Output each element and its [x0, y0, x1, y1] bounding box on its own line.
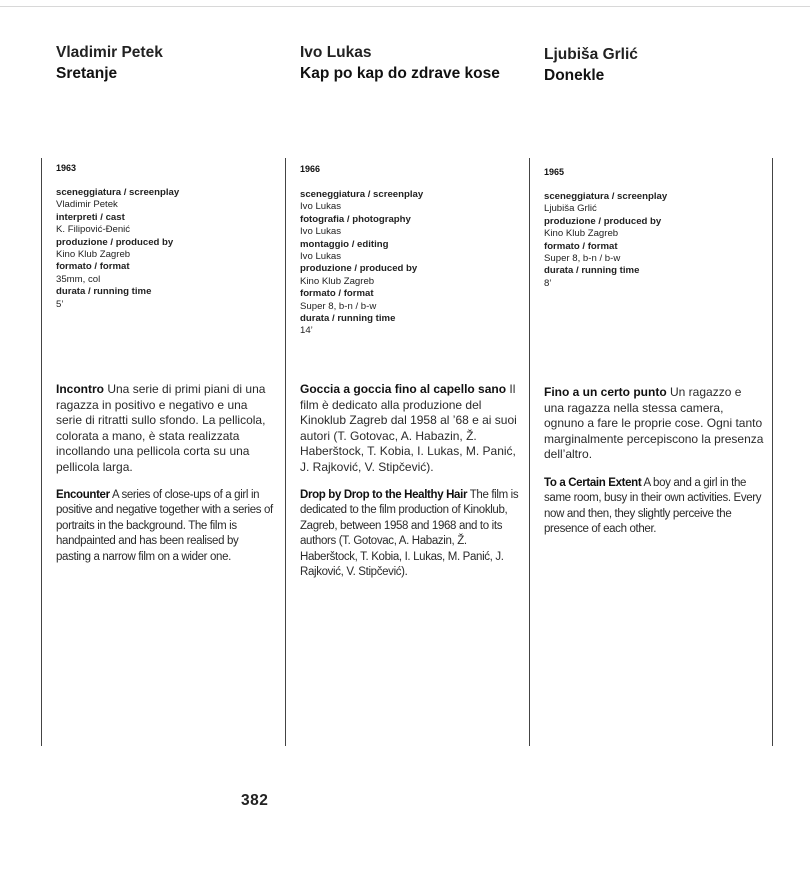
top-border [0, 6, 810, 7]
credit-label: sceneggiatura / screenplay [544, 191, 668, 202]
column-divider-4 [772, 158, 773, 746]
italian-text: Il film è dedicato alla produzione del Kinoklub Zagreb dal 1958 al ’68 e ai suoi autori (T. Gotovac, A. Habazin, Ž. Haberštock, T. Kobia, I. Lukas, M. Panić, J. Rajković, V. Stipčević). [300, 382, 517, 474]
film-title: Kap po kap do zdrave kose [300, 65, 500, 82]
credit-value: K. Filipović-Đenić [56, 224, 131, 236]
film-credits [300, 189, 423, 338]
film-author: Ivo Lukas [300, 44, 372, 61]
film-title: Sretanje [56, 65, 118, 82]
film-credits [56, 187, 179, 311]
column-divider-1 [41, 158, 42, 746]
credit-label: formato / format [544, 240, 618, 252]
film-year: 1965 [544, 167, 565, 177]
film-author: Vladimir Petek [56, 44, 163, 61]
credit-label: durata / running time [544, 265, 640, 277]
credit-label: formato / format [300, 288, 374, 300]
italian-title: Goccia a goccia fino al capello sano [300, 382, 507, 396]
credit-label: produzione / produced by [544, 215, 662, 227]
italian-synopsis [56, 382, 274, 476]
film-title: Donekle [544, 67, 605, 84]
credit-label: sceneggiatura / screenplay [300, 189, 424, 200]
italian-title: Fino a un certo punto [544, 385, 667, 399]
credit-value: 8’ [544, 277, 552, 289]
english-synopsis [56, 488, 274, 565]
english-text: A boy and a girl in the same room, busy in their own activities. Every now and then, they slightly perceive the presence of each other. [544, 477, 762, 536]
credit-label: produzione / produced by [300, 263, 418, 275]
credit-label: durata / running time [56, 286, 152, 298]
credit-value: Kino Klub Zagreb [300, 275, 375, 287]
italian-title: Incontro [56, 382, 104, 396]
page-number: 382 [241, 792, 269, 809]
english-synopsis [544, 476, 766, 538]
film-year: 1966 [300, 164, 321, 174]
credit-label: sceneggiatura / screenplay [56, 187, 180, 198]
film-author: Ljubiša Grlić [544, 46, 638, 63]
credit-value: Kino Klub Zagreb [56, 249, 131, 261]
film-year: 1963 [56, 163, 77, 173]
italian-text: Un ragazzo e una ragazza nella stessa camera, ognuno a fare le proprie cose. Ogni tanto marginalmente percepiscono la presenza dell’altro. [544, 385, 764, 462]
credit-value: Vladimir Petek [56, 199, 118, 211]
credit-label: interpreti / cast [56, 211, 125, 223]
credit-value: Ljubiša Grlić [544, 203, 597, 215]
credit-value: Ivo Lukas [300, 251, 342, 263]
english-text: The film is dedicated to the film production of Kinoklub, Zagreb, between 1958 and 1968 and to its authors (T. Gotovac, A. Habazin, Ž. Haberštock, T. Kobia, I. Lukas, M. Panić, J. Rajković, V. Stipčević). [300, 489, 519, 579]
credit-label: montaggio / editing [300, 238, 389, 250]
english-title: Encounter [56, 489, 110, 501]
english-text: A series of close-ups of a girl in positive and negative together with a series of portraits in the background. The film is handpainted and has been realised by pasting a narrow film on a wider one. [56, 489, 273, 563]
credit-label: formato / format [56, 261, 130, 273]
film-credits [544, 191, 667, 290]
italian-synopsis [300, 382, 520, 476]
credit-label: produzione / produced by [56, 236, 174, 248]
english-title: Drop by Drop to the Healthy Hair [300, 489, 468, 501]
credit-value: 14’ [300, 325, 313, 337]
italian-text: Una serie di primi piani di una ragazza in positivo e negativo e una serie di ritratti sullo sfondo. La pellicola, colorata a mano, è stata realizzata incollando una pellicola corta su una pellicola larga. [56, 382, 266, 474]
credit-value: Super 8, b-n / b-w [544, 253, 621, 265]
credit-value: Kino Klub Zagreb [544, 228, 619, 240]
credit-value: Super 8, b-n / b-w [300, 300, 377, 312]
english-synopsis [300, 488, 522, 580]
credit-value: 35mm, col [56, 273, 101, 285]
credit-label: durata / running time [300, 313, 396, 325]
credit-value: 5’ [56, 298, 64, 310]
credit-label: fotografia / photography [300, 213, 411, 225]
credit-value: Ivo Lukas [300, 226, 342, 238]
italian-synopsis [544, 385, 764, 463]
english-title: To a Certain Extent [544, 477, 642, 489]
column-divider-2 [285, 158, 286, 746]
credit-value: Ivo Lukas [300, 201, 342, 213]
column-divider-3 [529, 158, 530, 746]
